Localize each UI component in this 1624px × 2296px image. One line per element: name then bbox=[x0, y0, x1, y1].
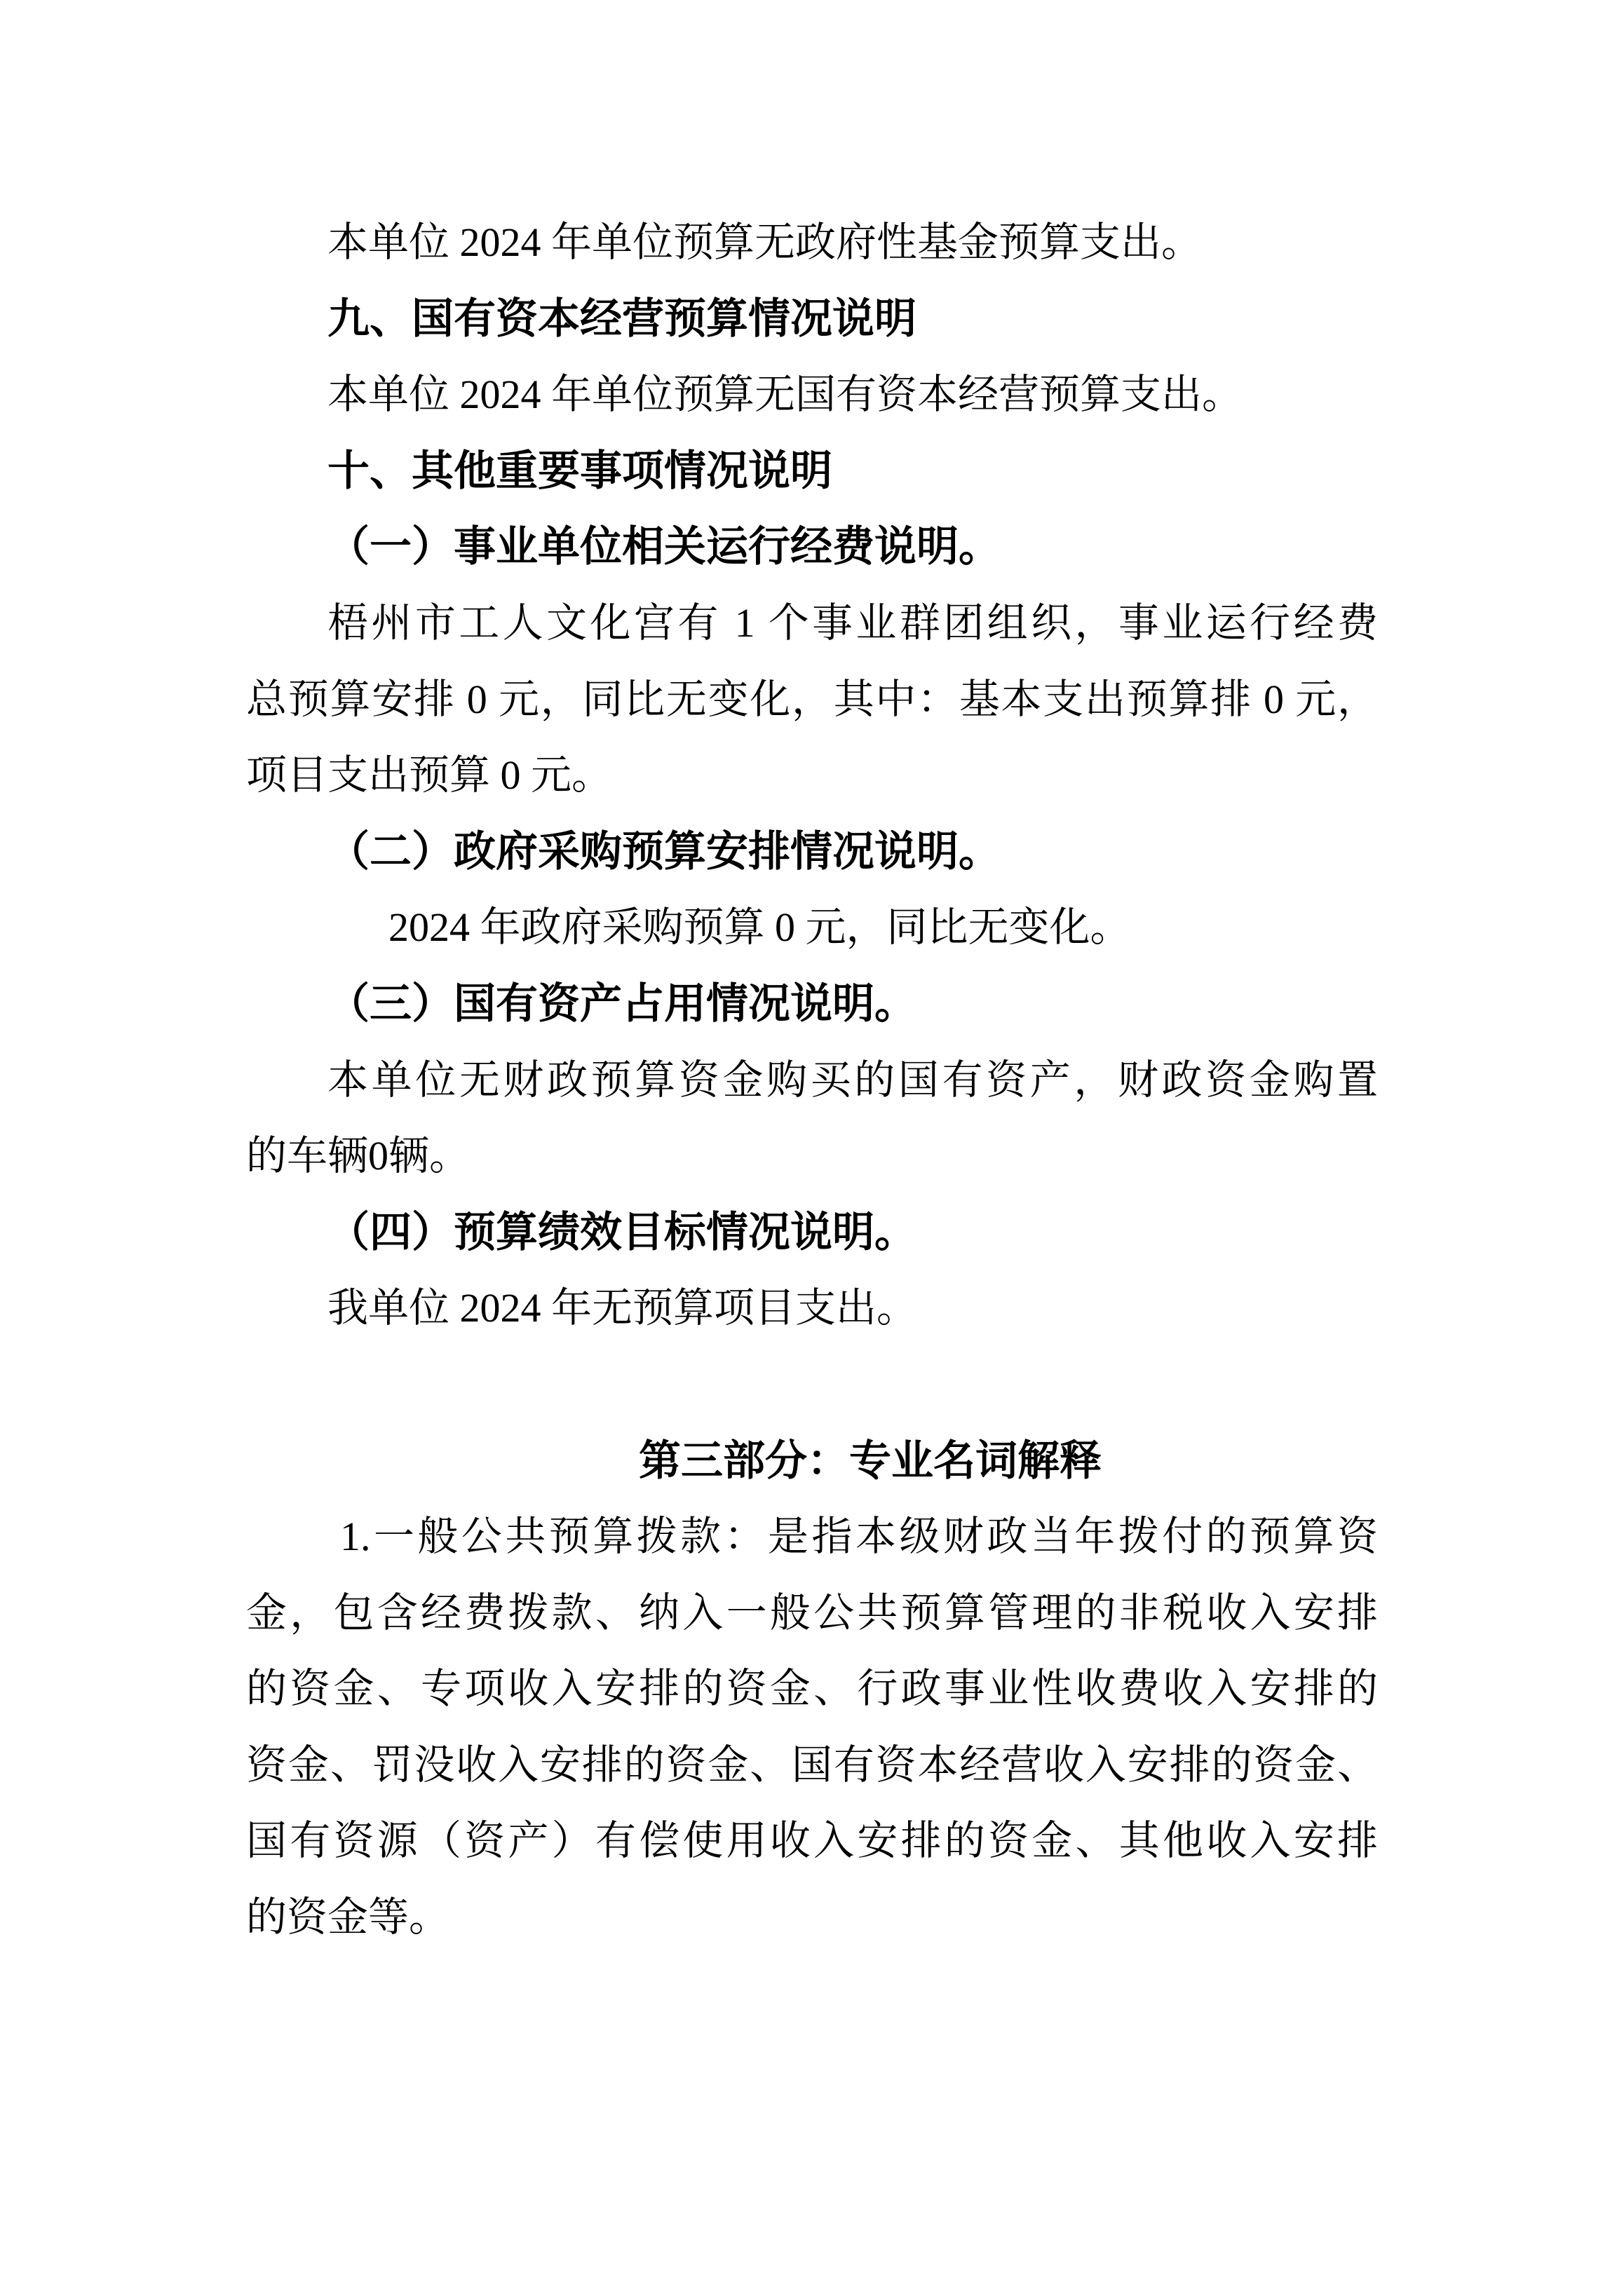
heading-section-9: 九、国有资本经营预算情况说明 bbox=[327, 294, 916, 342]
heading-item-2-gov-procurement: （二）政府采购预算安排情况说明。 bbox=[327, 827, 1001, 875]
heading-section-10: 十、其他重要事项情况说明 bbox=[327, 447, 832, 494]
para-term-definition-line-6: 的资金等。 bbox=[246, 1894, 450, 1941]
para-no-soe-capital-budget: 本单位 2024 年单位预算无国有资本经营预算支出。 bbox=[327, 372, 1243, 418]
heading-item-1-operating-expense: （一）事业单位相关运行经费说明。 bbox=[327, 523, 1001, 571]
para-term-definition-line-3: 的资金、专项收入安排的资金、行政事业性收费收入安排的 bbox=[246, 1666, 1378, 1712]
para-operating-expense-line-1: 梧州市工人文化宫有 1 个事业群团组织，事业运行经费 bbox=[327, 599, 1378, 646]
heading-item-3-state-assets: （三）国有资产占用情况说明。 bbox=[327, 979, 916, 1027]
para-no-gov-fund-budget: 本单位 2024 年单位预算无政府性基金预算支出。 bbox=[327, 219, 1203, 265]
para-operating-expense-line-2: 总预算安排 0 元，同比无变化，其中：基本支出预算排 0 元， bbox=[246, 676, 1378, 722]
para-performance-target: 我单位 2024 年无预算项目支出。 bbox=[327, 1285, 918, 1331]
para-state-assets-line-2: 的车辆0辆。 bbox=[246, 1133, 471, 1179]
heading-part-3-terms: 第三部分：专业名词解释 bbox=[639, 1436, 1102, 1484]
para-state-assets-line-1: 本单位无财政预算资金购买的国有资产，财政资金购置 bbox=[327, 1057, 1378, 1103]
para-term-definition-line-4: 资金、罚没收入安排的资金、国有资本经营收入安排的资金、 bbox=[246, 1741, 1378, 1788]
para-term-definition-line-1: 1.一般公共预算拨款：是指本级财政当年拨付的预算资 bbox=[340, 1514, 1378, 1560]
para-gov-procurement: 2024 年政府采购预算 0 元，同比无变化。 bbox=[388, 904, 1131, 951]
heading-item-4-performance-target: （四）预算绩效目标情况说明。 bbox=[327, 1208, 916, 1256]
para-operating-expense-line-3: 项目支出预算 0 元。 bbox=[246, 752, 613, 799]
para-term-definition-line-2: 金，包含经费拨款、纳入一般公共预算管理的非税收入安排 bbox=[246, 1589, 1378, 1636]
para-term-definition-line-5: 国有资源（资产）有偿使用收入安排的资金、其他收入安排 bbox=[246, 1818, 1378, 1864]
